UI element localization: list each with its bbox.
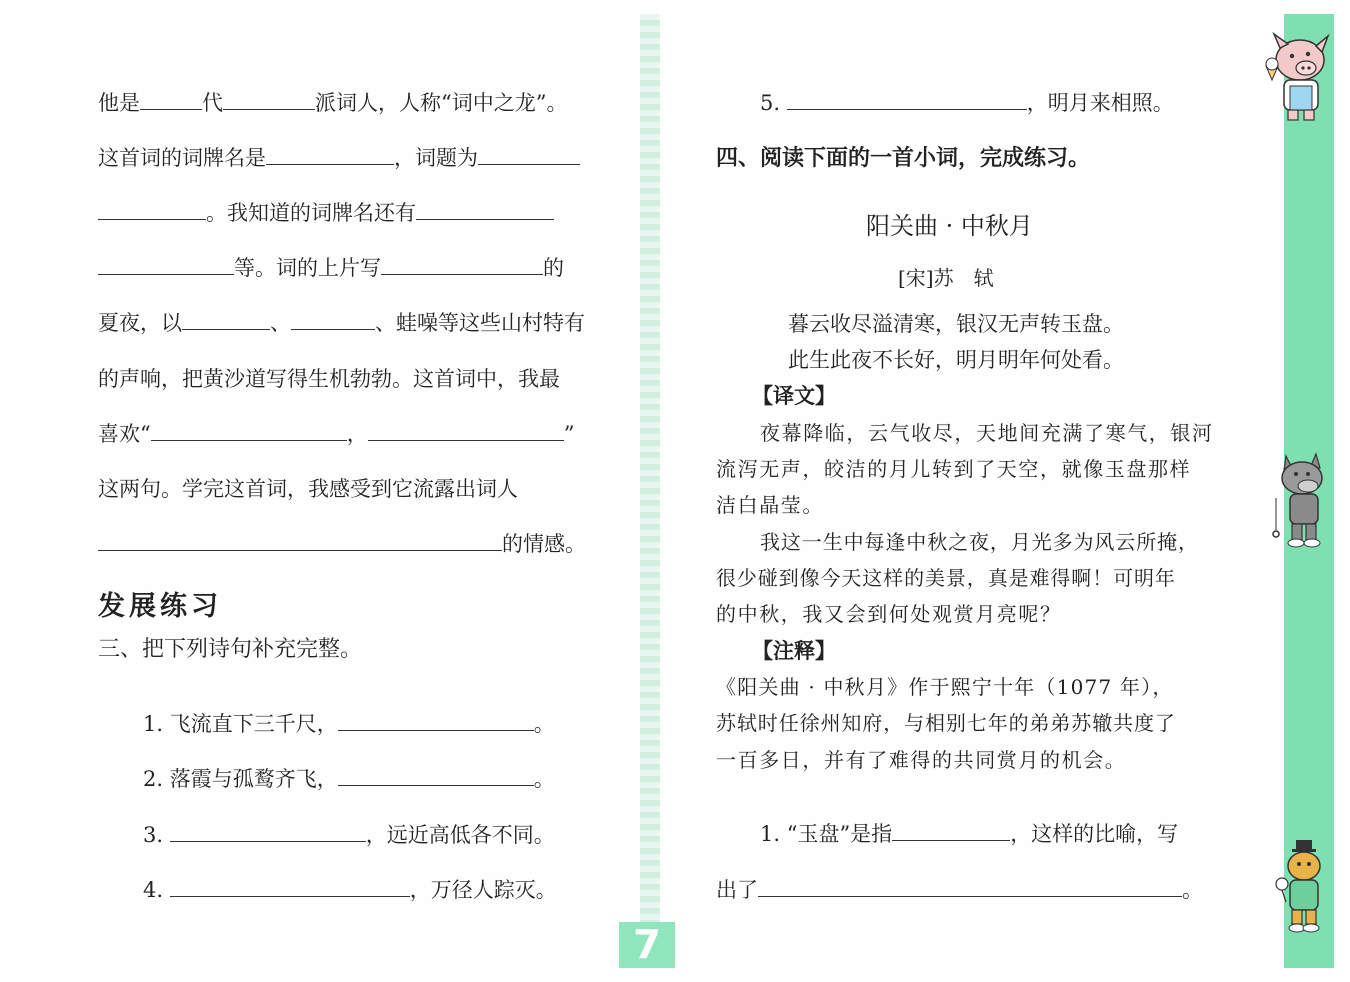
q3-title: 三、把下列诗句补充完整。: [98, 637, 363, 662]
q2-line-7: 喜欢“ ， ”: [98, 422, 575, 446]
blank[interactable]: [223, 89, 315, 110]
pig-mascot-icon: [1258, 30, 1338, 126]
translation-line: 很少碰到像今天这样的美景，真是难得啊！可明年: [716, 566, 1176, 590]
blank[interactable]: [140, 89, 202, 110]
fox-mascot-icon: [1266, 838, 1336, 938]
q2-line-2: 这首词的词牌名是 ，词题为: [98, 143, 580, 173]
q3-item-2: 2. 落霞与孤鹜齐飞， 。: [143, 767, 555, 791]
notes-line: 苏轼时任徐州知府，与相别七年的弟弟苏辙共度了: [716, 711, 1176, 735]
translation-line: 夜幕降临，云气收尽，天地间充满了寒气，银河: [760, 421, 1214, 445]
q2-line-4: 等。词的上片写 的: [98, 253, 564, 283]
q2-line-9: 的情感。: [98, 529, 586, 559]
blank[interactable]: [151, 420, 347, 441]
page-number: 7: [619, 922, 675, 968]
blank[interactable]: [98, 530, 502, 551]
blank[interactable]: [338, 765, 534, 786]
q2-line-1: 他是 代 派词人，人称“词中之龙”。: [98, 91, 568, 115]
translation-line: 流泻无声，皎洁的月儿转到了天空，就像玉盘那样: [716, 457, 1192, 481]
blank[interactable]: [416, 199, 554, 220]
blank[interactable]: [892, 820, 1010, 841]
blank[interactable]: [787, 89, 1027, 110]
translation-line: 洁白晶莹。: [716, 493, 824, 517]
blank[interactable]: [758, 876, 1182, 897]
q2-line-6: 的声响，把黄沙道写得生机勃勃。这首词中，我最: [98, 367, 560, 391]
q3-item-1: 1. 飞流直下三千尺， 。: [143, 712, 555, 736]
q4-title: 四、阅读下面的一首小词，完成练习。: [716, 146, 1091, 171]
blank[interactable]: [98, 254, 234, 275]
blank[interactable]: [98, 199, 206, 220]
blank[interactable]: [182, 309, 270, 330]
q4-1-line-2: 出了 。: [716, 878, 1203, 902]
translation-label: 【译文】: [752, 383, 836, 408]
q3-item-4: 4. ，万径人踪灭。: [143, 878, 557, 902]
q2-line-5: 夏夜，以 、 、蛙噪等这些山村特有: [98, 311, 585, 335]
q3-item-5: 5. ，明月来相照。: [760, 91, 1174, 115]
blank[interactable]: [381, 254, 543, 275]
blank[interactable]: [338, 710, 534, 731]
notes-line: 《阳关曲 · 中秋月》作于熙宁十年（1077 年），: [716, 675, 1174, 699]
section-title: 发展练习: [98, 591, 222, 622]
translation-line: 我这一生中每逢中秋之夜，月光多为风云所掩，: [760, 530, 1199, 554]
translation-line: 的中秋，我又会到何处观赏月亮呢？: [716, 602, 1062, 626]
notes-line: 一百多日，并有了难得的共同赏月的机会。: [716, 748, 1127, 772]
blank[interactable]: [170, 821, 366, 842]
q2-line-8: 这两句。学完这首词，我感受到它流露出词人: [98, 477, 518, 501]
poem-title: 阳关曲 · 中秋月: [866, 212, 1033, 240]
q2-line-3: 。我知道的词牌名还有: [98, 198, 554, 228]
book-spine: [640, 14, 660, 968]
blank[interactable]: [170, 876, 410, 897]
poem-line-2: 此生此夜不长好，明月明年何处看。: [788, 348, 1124, 372]
poem-author: [宋]苏 轼: [898, 266, 994, 290]
blank[interactable]: [478, 144, 580, 165]
notes-label: 【注释】: [752, 638, 836, 663]
q4-1-line-1: 1. “玉盘”是指 ，这样的比喻，写: [760, 822, 1179, 846]
poem-line-1: 暮云收尽溢清寒，银汉无声转玉盘。: [788, 312, 1124, 336]
wolf-mascot-icon: [1264, 446, 1338, 550]
blank[interactable]: [266, 144, 394, 165]
blank[interactable]: [368, 420, 564, 441]
q3-item-3: 3. ，远近高低各不同。: [143, 823, 555, 847]
blank[interactable]: [291, 309, 375, 330]
